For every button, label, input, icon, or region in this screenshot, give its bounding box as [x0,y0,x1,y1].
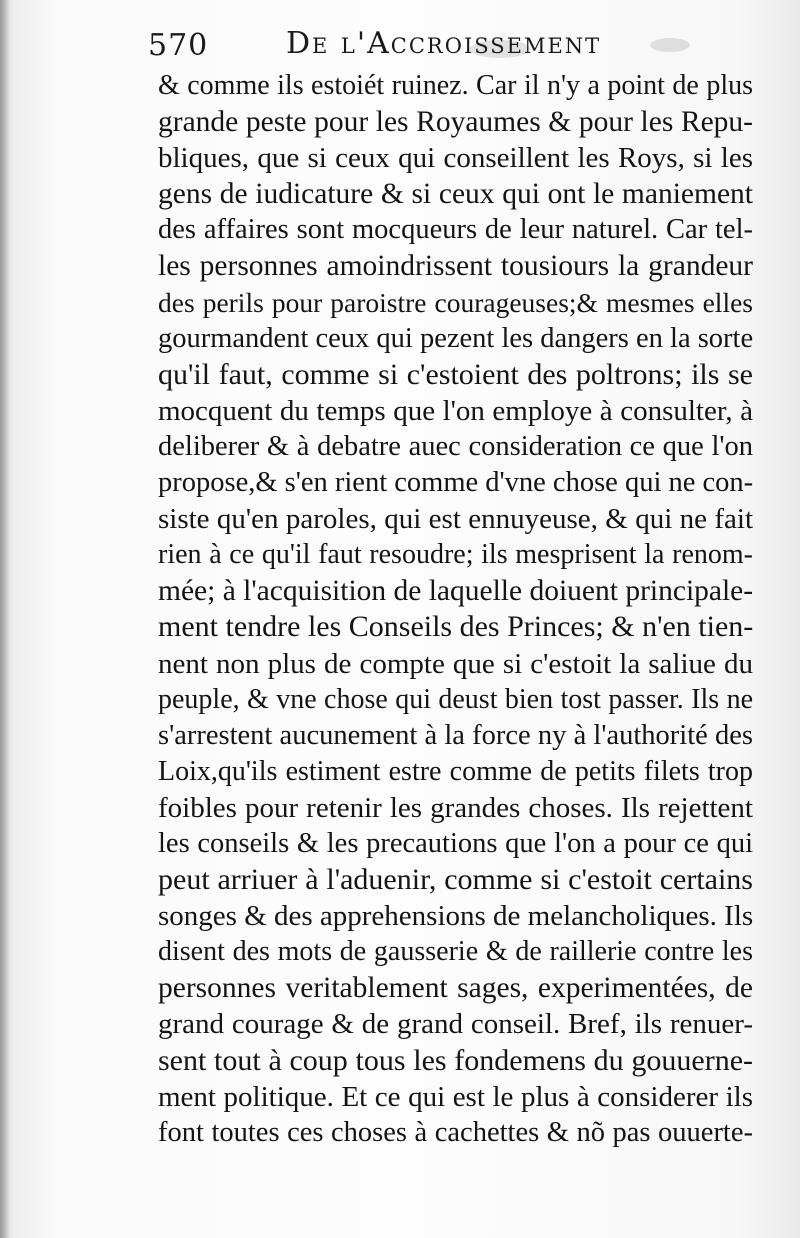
text-line: gourmandent ceux qui pezent les dangers en la sorte [158,322,753,354]
ink-spot [470,40,530,58]
text-line: les conseils & les precautions que l'on a pour ce qui [158,827,753,859]
text-line: peut arriuer à l'aduenir, comme si c'estoit certains [158,863,753,897]
text-line: songes & des apprehensions de melancholiques. Ils [158,900,753,933]
text-line: les personnes amoindrissent tousiours la grandeur [158,250,753,283]
text-line: ment politique. Et ce qui est le plus à considerer ils [158,1080,753,1113]
text-line: gens de iudicature & si ceux qui ont le maniement [158,178,753,211]
text-line: grand courage & de grand conseil. Bref, ils renuer- [158,1008,753,1041]
text-line: propose,& s'en rient comme d'vne chose qui ne con- [158,467,753,499]
text-line: ment tendre les Conseils des Princes; & n'en tien- [158,610,753,644]
text-line: nent non plus de compte que si c'estoit la saliue du [158,647,753,680]
text-line: grande peste pour les Royaumes & pour les Repu- [158,106,753,139]
text-line: mocquent du temps que l'on employe à consulter, à [158,394,753,427]
text-line: s'arrestent aucunement à la force ny à l'authorité des [158,719,753,751]
ink-spot [650,38,690,52]
text-line: des affaires sont mocqueurs de leur naturel. Car tel- [158,214,753,246]
body-text [158,68,758,1151]
text-line: foibles pour retenir les grandes choses. Ils rejettent [158,791,753,824]
text-line: siste qu'en paroles, qui est ennuyeuse, & qui ne fait [158,503,753,536]
gutter-shadow [0,0,10,1238]
running-head: De l'Accroissement [286,26,602,61]
text-line: des perils pour paroistre courageuses;& mesmes elles [158,286,753,318]
text-line: & comme ils estoiét ruinez. Car il n'y a point de plus [158,70,753,101]
text-line: rien à ce qu'il faut resoudre; ils mesprisent la renom- [158,539,753,571]
text-line: Loix,qu'ils estiment estre comme de petits filets trop [158,755,753,787]
text-line: bliques, que si ceux qui conseillent les Roys, si les [158,142,753,175]
text-line: font toutes ces choses à cachettes & nõ pas ouuerte- [158,1116,753,1148]
text-line: qu'il faut, comme si c'estoient des poltrons; ils se [158,357,753,391]
text-line: disent des mots de gausserie & de raillerie contre les [158,936,753,968]
page-number: 570 [148,28,209,63]
text-line: deliberer & à debatre auec consideration ce que l'on [158,430,753,462]
text-line: mée; à l'acquisition de laquelle doiuent principale- [158,575,753,608]
text-line: personnes veritablement sages, experimentées, de [158,972,753,1005]
text-line: sent tout à coup tous les fondemens du gouuerne- [158,1043,753,1077]
text-line: peuple, & vne chose qui deust bien tost passer. Ils ne [158,683,753,715]
